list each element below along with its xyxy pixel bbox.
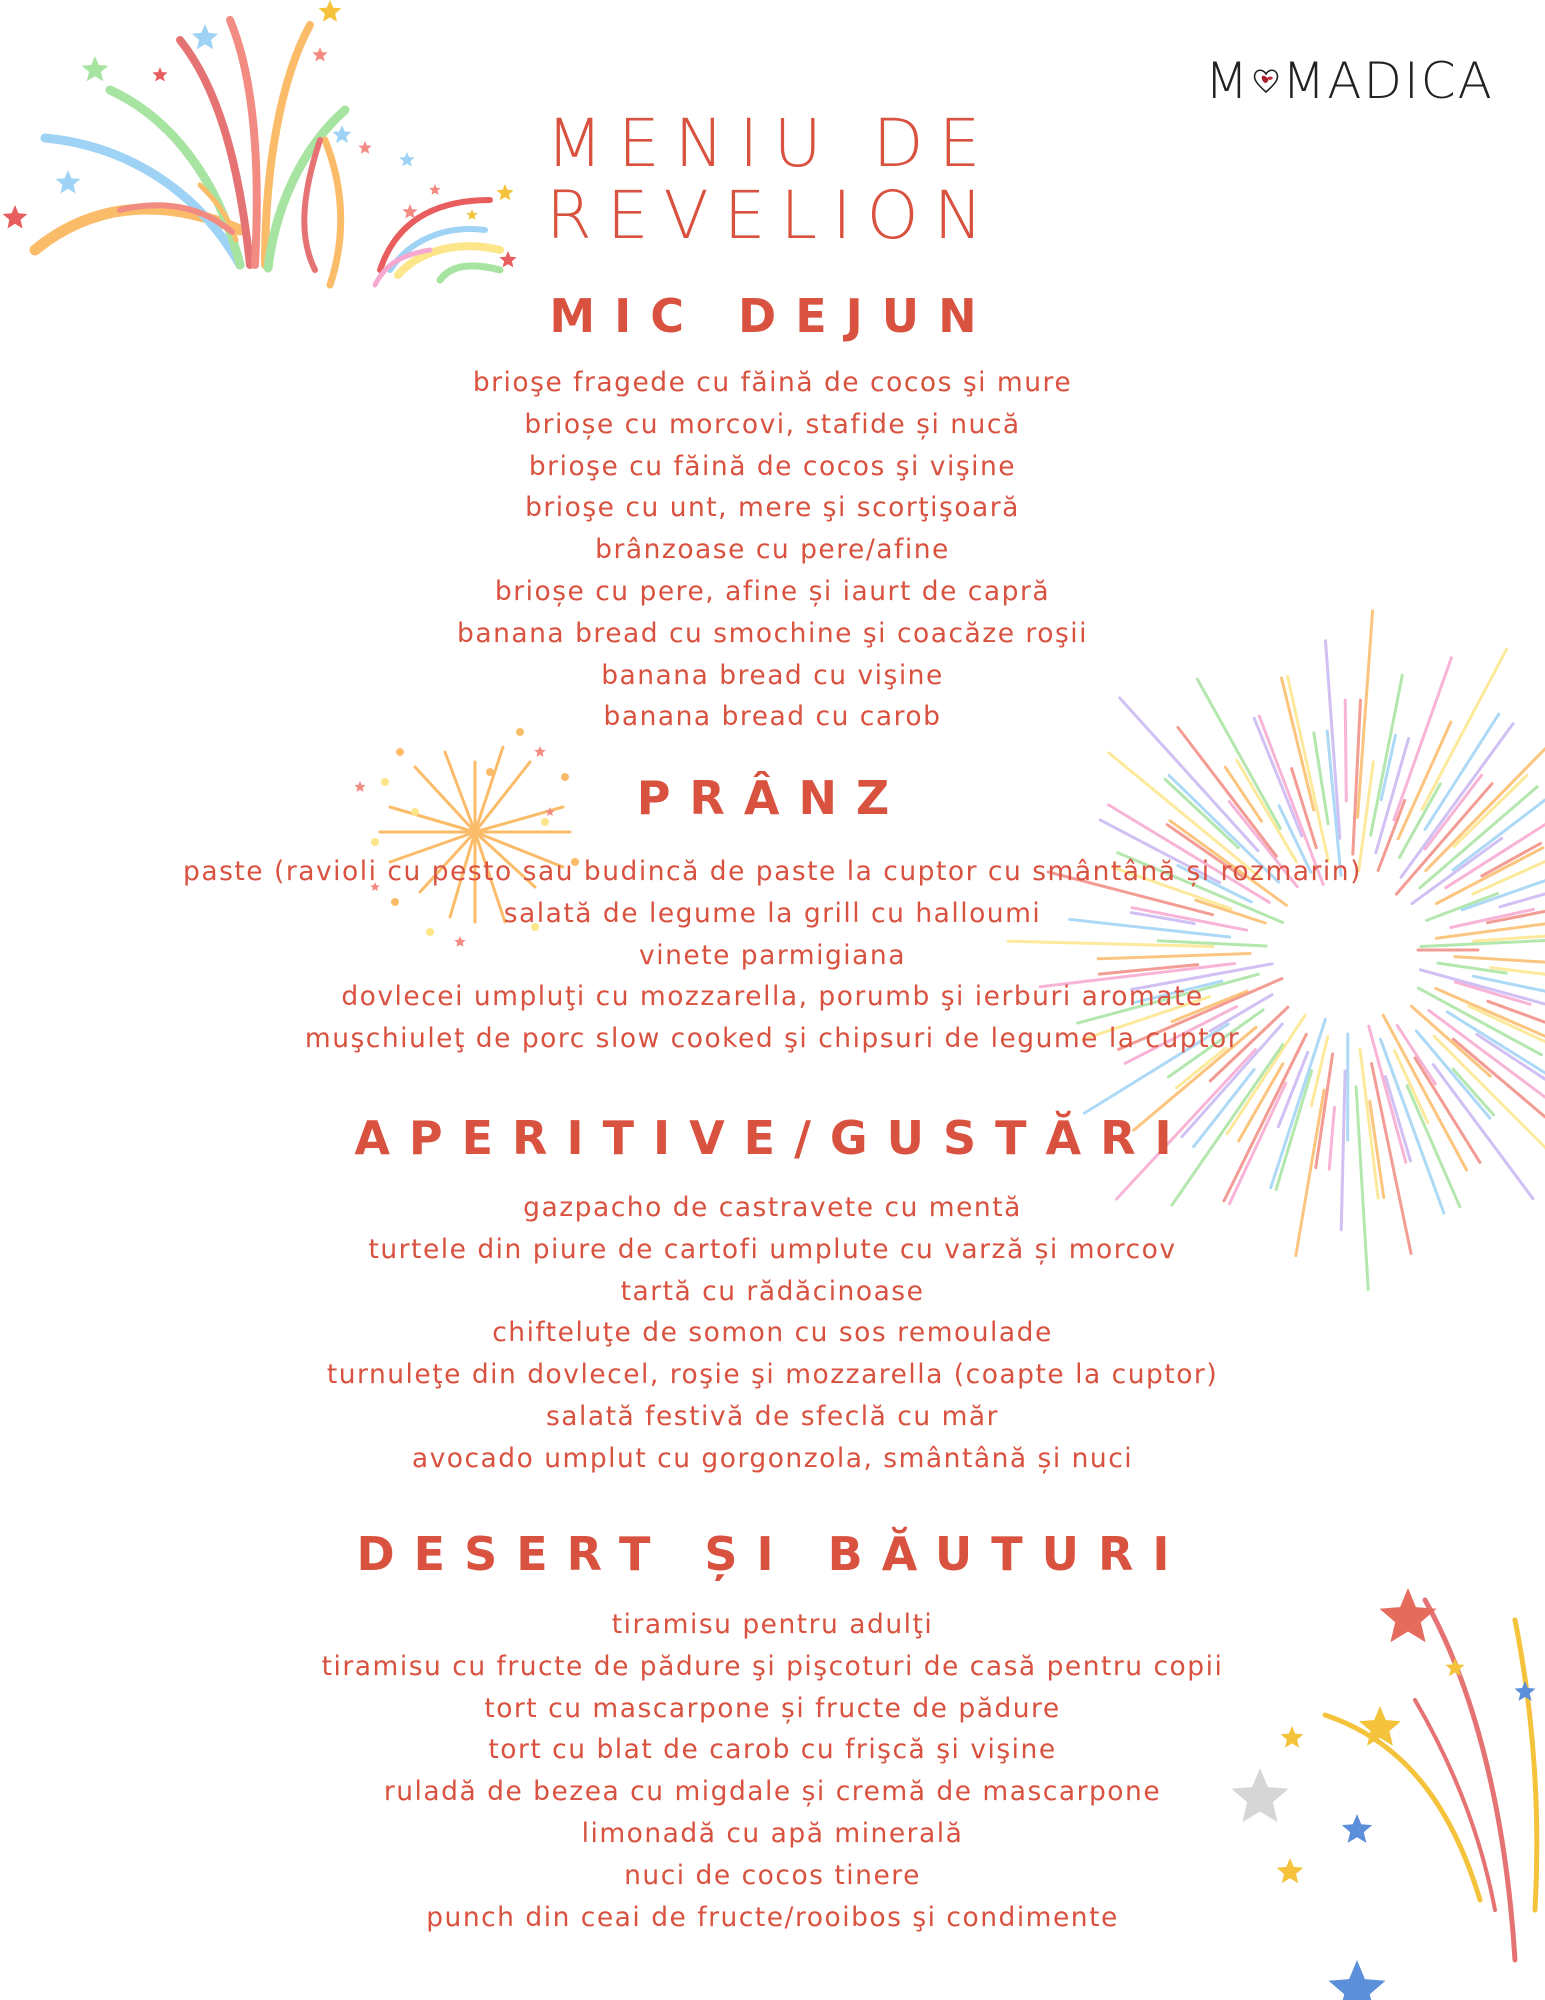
star-icon	[534, 746, 545, 757]
star-icon	[192, 24, 219, 49]
section-list-mic-dejun	[0, 362, 1545, 738]
menu-item: muşchiuleţ de porc slow cooked şi chipsuri de legume la cuptor	[304, 1023, 1241, 1055]
logo-text-end: MADICA	[1282, 52, 1494, 110]
star-icon	[358, 141, 371, 154]
menu-item: salată festivă de sfeclă cu măr	[545, 1400, 1000, 1432]
star-icon	[319, 0, 342, 22]
star-icon	[82, 56, 109, 81]
menu-item: brioşe cu unt, mere şi scorţişoară	[525, 492, 1020, 524]
menu-item: tiramisu cu fructe de pădure şi pişcoturi de casă pentru copii	[321, 1650, 1224, 1682]
menu-item: tartă cu rădăcinoase	[620, 1275, 925, 1307]
menu-item: turnuleţe din dovlecel, roşie şi mozzarella (coapte la cuptor)	[326, 1359, 1219, 1391]
menu-item: vinete parmigiana	[639, 939, 906, 971]
section-title-aperitive: APERITIVE/GUSTĂRI	[354, 1111, 1191, 1165]
menu-item: tort cu blat de carob cu frişcă şi vişine	[488, 1734, 1057, 1766]
star-icon	[333, 125, 352, 143]
firework-streak	[325, 140, 341, 285]
star-icon	[402, 204, 417, 219]
menu-item: brioșe cu pere, afine și iaurt de capră	[494, 575, 1051, 607]
menu-item: punch din ceai de fructe/rooibos şi condimente	[426, 1901, 1119, 1933]
menu-item: salată de legume la grill cu halloumi	[503, 897, 1042, 929]
menu-item: tort cu mascarpone și fructe de pădure	[484, 1692, 1061, 1724]
section-list-aperitive	[0, 1187, 1545, 1480]
star-icon	[3, 205, 28, 229]
star-icon	[56, 170, 81, 194]
section-title-pranz: PRÂNZ	[636, 771, 909, 825]
menu-item: dovlecei umpluţi cu mozzarella, porumb şi ierburi aromate	[341, 981, 1204, 1013]
sparkle-dot	[396, 748, 404, 756]
star-icon	[466, 209, 477, 220]
section-list-desert	[0, 1604, 1545, 1938]
menu-item: chifteluţe de somon cu sos remoulade	[492, 1317, 1053, 1349]
menu-item: brioşe cu făină de cocos şi vişine	[528, 450, 1017, 482]
sparkle-dot	[371, 838, 379, 846]
section-list-pranz	[0, 851, 1545, 1060]
menu-item: limonadă cu apă minerală	[581, 1817, 964, 1849]
menu-item: brânzoase cu pere/afine	[595, 534, 950, 566]
menu-item: turtele din piure de cartofi umplute cu varză și morcov	[368, 1233, 1177, 1265]
title-line-1: MENIU DE	[546, 105, 996, 182]
firework-streak	[45, 138, 240, 265]
star-icon	[399, 152, 414, 167]
star-icon	[496, 184, 513, 200]
firework-streak	[440, 266, 500, 280]
page-title	[546, 105, 1026, 254]
menu-item: brioşe fragede cu făină de cocos şi mure	[472, 367, 1073, 398]
star-icon	[1329, 1960, 1386, 2000]
section-title-mic-dejun: MIC DEJUN	[549, 289, 996, 343]
menu-item: ruladă de bezea cu migdale și cremă de mascarpone	[383, 1776, 1162, 1808]
menu-item: banana bread cu carob	[603, 701, 942, 733]
menu-item: gazpacho de castravete cu mentă	[523, 1192, 1022, 1223]
menu-item: brioșe cu morcovi, stafide și nucă	[524, 408, 1021, 440]
menu-item: nuci de cocos tinere	[624, 1859, 921, 1891]
menu-item: paste (ravioli cu pesto sau budincă de paste la cuptor cu smântână și rozmarin)	[183, 856, 1362, 887]
heart-logo-icon	[1252, 67, 1280, 95]
star-icon	[312, 47, 327, 62]
title-line-2: REVELION	[546, 177, 998, 254]
logo-text-start: M	[1205, 52, 1251, 110]
menu-item: banana bread cu smochine şi coacăze roşii	[457, 617, 1088, 649]
star-icon	[152, 67, 167, 82]
section-title-desert: DESERT ȘI BĂUTURI	[356, 1527, 1189, 1581]
momadica-logo	[1205, 52, 1494, 110]
menu-item: tiramisu pentru adulţi	[611, 1609, 934, 1640]
menu-item: avocado umplut cu gorgonzola, smântână și nuci	[411, 1442, 1134, 1474]
menu-item: banana bread cu vişine	[601, 659, 944, 691]
star-icon	[429, 184, 440, 195]
